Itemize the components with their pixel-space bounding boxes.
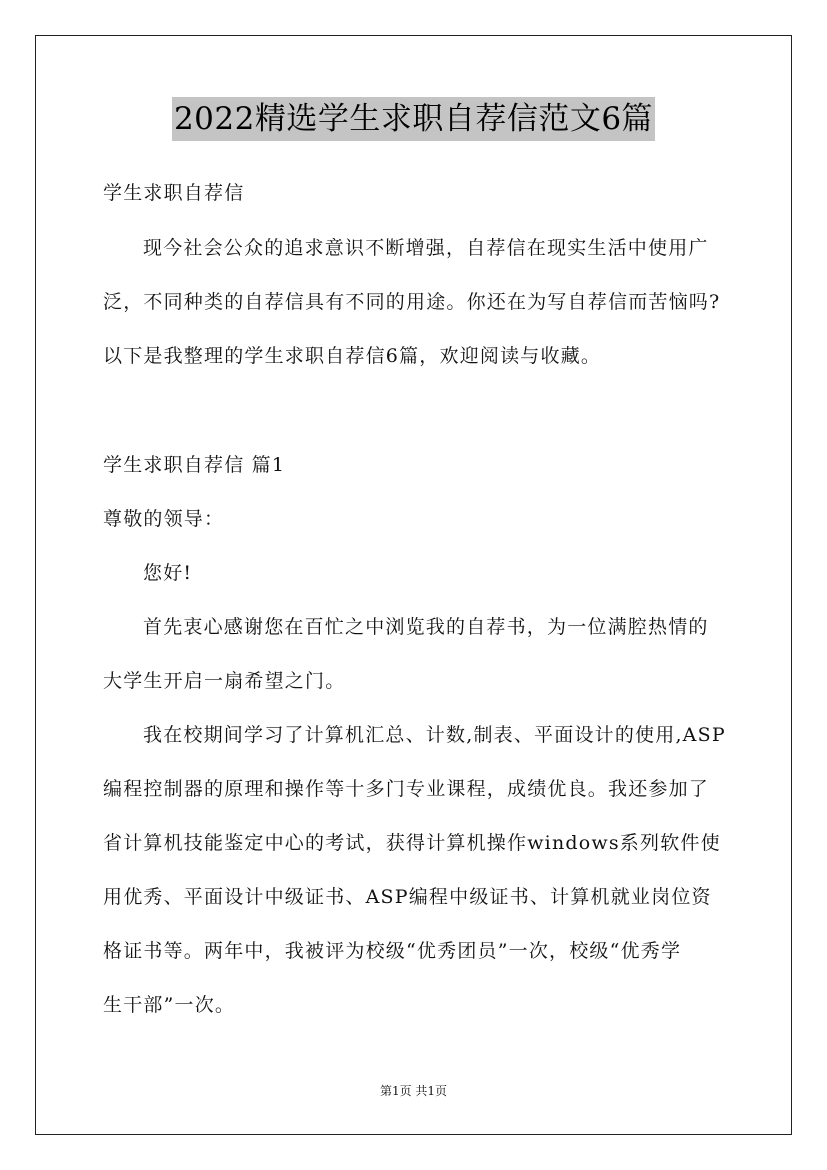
- section-heading: 学生求职自荐信: [103, 182, 245, 204]
- paragraph-line: 我在校期间学习了计算机汇总、计数,制表、平面设计的使用,ASP: [143, 724, 726, 746]
- paragraph-line: 编程控制器的原理和操作等十多门专业课程，成绩优良。我还参加了: [103, 778, 710, 800]
- page-number: 第1页 共1页: [379, 1084, 448, 1098]
- letter-heading: 学生求职自荐信 篇1: [103, 454, 286, 476]
- intro-line: 泛，不同种类的自荐信具有不同的用途。你还在为写自荐信而苦恼吗?: [103, 291, 721, 313]
- paragraph-line: 首先衷心感谢您在百忙之中浏览我的自荐书，为一位满腔热情的: [143, 616, 709, 638]
- intro-line: 现今社会公众的追求意识不断增强，自荐信在现实生活中使用广: [143, 237, 709, 259]
- paragraph-line: 格证书等。两年中，我被评为校级“优秀团员”一次，校级“优秀学: [103, 940, 682, 962]
- intro-line: 以下是我整理的学生求职自荐信6篇，欢迎阅读与收藏。: [103, 345, 602, 367]
- paragraph-line: 大学生开启一扇希望之门。: [103, 670, 346, 692]
- salutation: 尊敬的领导：: [103, 508, 225, 530]
- paragraph-line: 省计算机技能鉴定中心的考试，获得计算机操作windows系列软件使: [103, 832, 721, 854]
- document-title: 2022精选学生求职自荐信范文6篇: [172, 97, 655, 141]
- paragraph-line: 用优秀、平面设计中级证书、ASP编程中级证书、计算机就业岗位资: [103, 886, 712, 908]
- title-container: [0, 97, 827, 141]
- paragraph-line: 生干部”一次。: [103, 994, 236, 1016]
- greeting: 您好!: [143, 562, 193, 584]
